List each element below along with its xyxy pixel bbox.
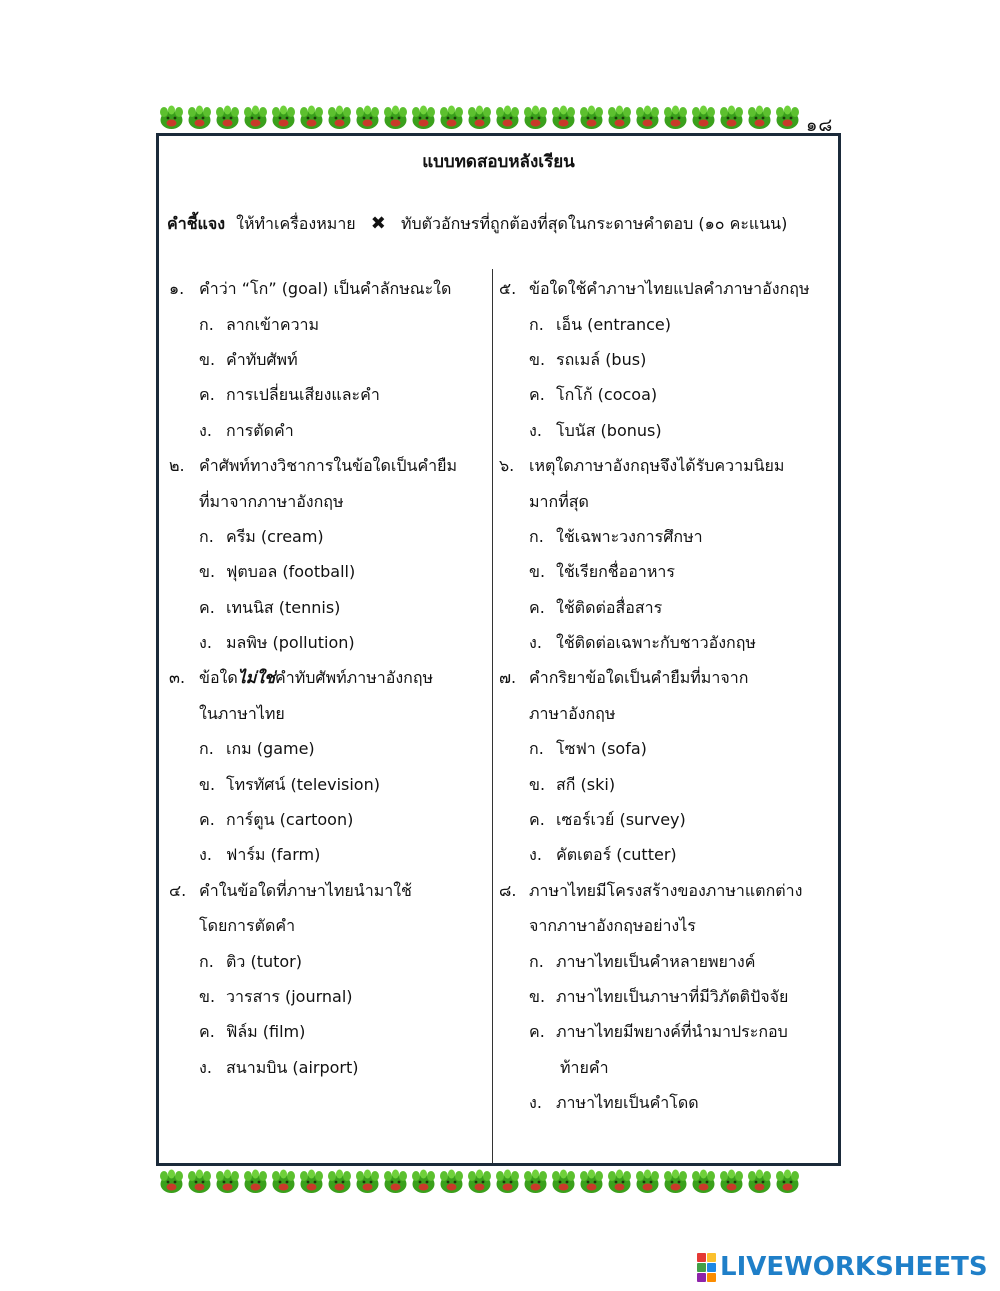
left-column (169, 272, 487, 1086)
option-letter: ก. (199, 951, 214, 971)
answer-option (499, 767, 834, 802)
option-letter: ก. (529, 314, 544, 334)
answer-option (499, 626, 834, 661)
leaf-motif-icon (382, 1168, 409, 1196)
leaf-motif-icon (186, 1168, 213, 1196)
option-text: มลพิษ (pollution) (226, 633, 355, 653)
leaf-motif-icon (326, 1168, 353, 1196)
option-text: คัตเตอร์ (cutter) (556, 845, 677, 865)
answer-option (499, 1086, 834, 1121)
question-line (499, 272, 834, 307)
leaf-motif-icon (410, 104, 437, 132)
answer-option (169, 1051, 487, 1086)
option-letter: ค. (199, 810, 215, 830)
leaf-motif-icon (634, 104, 661, 132)
option-text: เซอร์เวย์ (survey) (556, 810, 686, 830)
answer-option (169, 626, 487, 661)
leaf-motif-icon (494, 104, 521, 132)
option-text: ใช้เรียกชื่ออาหาร (556, 562, 675, 582)
question-line (169, 661, 487, 696)
option-text: การ์ตูน (cartoon) (226, 810, 354, 830)
leaf-motif-icon (354, 1168, 381, 1196)
question-text: คำศัพท์ทางวิชาการในข้อใดเป็นคำยืม (199, 456, 458, 476)
option-letter: ก. (199, 314, 214, 334)
answer-option (169, 767, 487, 802)
option-letter: ค. (529, 597, 545, 617)
question-number: ๖. (499, 456, 515, 476)
leaf-motif-icon (746, 104, 773, 132)
leaf-motif-icon (466, 104, 493, 132)
answer-option (499, 414, 834, 449)
option-text: ใช้ติดต่อเฉพาะกับชาวอังกฤษ (556, 633, 756, 653)
answer-option (499, 378, 834, 413)
answer-option (169, 803, 487, 838)
option-text-continued: ท้ายคำ (560, 1057, 609, 1077)
option-letter: ก. (529, 526, 544, 546)
logo-text: LIVEWORKSHEETS (720, 1252, 988, 1282)
question-line (499, 661, 834, 696)
question-item (499, 661, 834, 873)
cross-mark-icon: ✖ (370, 213, 386, 234)
leaf-motif-icon (662, 104, 689, 132)
option-letter: ข. (199, 562, 216, 582)
option-letter: ค. (199, 597, 215, 617)
leaf-motif-icon (746, 1168, 773, 1196)
option-letter: ก. (199, 739, 214, 759)
option-text: ภาษาไทยเป็นคำโดด (556, 1093, 699, 1113)
instructions-label: คำชี้แจง (167, 214, 226, 233)
leaf-motif-icon (242, 104, 269, 132)
question-text-continued: ที่มาจากภาษาอังกฤษ (199, 491, 344, 511)
leaf-motif-icon (242, 1168, 269, 1196)
option-text: การตัดคำ (226, 420, 294, 440)
option-letter: ก. (199, 526, 214, 546)
option-text: ฟาร์ม (farm) (226, 845, 321, 865)
instructions (167, 212, 787, 237)
question-number: ๔. (169, 880, 187, 900)
option-text: สกี (ski) (556, 774, 616, 794)
question-line (499, 449, 834, 484)
question-text-continued: โดยการตัดคำ (199, 916, 296, 936)
leaf-motif-icon (522, 104, 549, 132)
question-number: ๑. (169, 279, 185, 299)
question-item (169, 661, 487, 873)
option-text: การเปลี่ยนเสียงและคำ (226, 385, 380, 405)
answer-option (169, 944, 487, 979)
answer-option (169, 1015, 487, 1050)
question-number: ๗. (499, 668, 517, 688)
question-line (169, 874, 487, 909)
leaf-motif-icon (578, 1168, 605, 1196)
option-letter: ก. (529, 951, 544, 971)
leaf-motif-icon (774, 1168, 801, 1196)
page-number: ๑๘ (806, 115, 834, 136)
question-line (499, 874, 834, 909)
answer-option (169, 591, 487, 626)
answer-option (169, 414, 487, 449)
leaf-motif-icon (466, 1168, 493, 1196)
question-item (169, 874, 487, 1086)
answer-option (499, 732, 834, 767)
option-text: วารสาร (journal) (226, 987, 353, 1006)
leaf-motif-icon (214, 104, 241, 132)
option-letter: ข. (199, 774, 216, 794)
leaf-motif-icon (298, 104, 325, 132)
option-letter: ง. (199, 420, 212, 440)
question-number: ๘. (499, 880, 517, 900)
option-letter: ข. (199, 349, 216, 369)
leaf-motif-icon (186, 104, 213, 132)
option-text: ฟุตบอล (football) (226, 562, 356, 582)
leaf-motif-icon (690, 1168, 717, 1196)
answer-option (499, 591, 834, 626)
option-letter: ข. (199, 987, 216, 1006)
leaf-motif-icon (298, 1168, 325, 1196)
question-text: ภาษาไทยมีโครงสร้างของภาษาแตกต่าง (529, 880, 803, 900)
question-text: คำว่า “โก” (goal) เป็นคำลักษณะใด (199, 279, 452, 299)
bottom-border-decoration (158, 1168, 801, 1196)
question-item (499, 449, 834, 661)
leaf-motif-icon (522, 1168, 549, 1196)
question-text-continued: ในภาษาไทย (199, 703, 285, 723)
option-letter: ข. (529, 562, 546, 582)
answer-option (169, 343, 487, 378)
question-item (169, 449, 487, 661)
leaf-motif-icon (718, 104, 745, 132)
leaf-motif-icon (270, 1168, 297, 1196)
instructions-text-after: ทับตัวอักษรที่ถูกต้องที่สุดในกระดาษคำตอบ (๑๐ คะแนน) (400, 214, 788, 233)
question-line (169, 449, 487, 484)
liveworksheets-logo (697, 1252, 988, 1282)
leaf-motif-icon (774, 104, 801, 132)
answer-option (169, 307, 487, 342)
leaf-motif-icon (158, 1168, 185, 1196)
leaf-motif-icon (354, 104, 381, 132)
answer-option (499, 803, 834, 838)
right-column (499, 272, 834, 1121)
leaf-motif-icon (662, 1168, 689, 1196)
answer-option (499, 838, 834, 873)
leaf-motif-icon (214, 1168, 241, 1196)
option-text: คำทับศัพท์ (226, 349, 298, 369)
question-item (169, 272, 487, 449)
column-divider (492, 269, 493, 1163)
option-text: เอ็น (entrance) (556, 314, 672, 334)
leaf-motif-icon (494, 1168, 521, 1196)
question-text: ข้อใดใช้คำภาษาไทยแปลคำภาษาอังกฤษ (529, 279, 810, 299)
answer-option (499, 555, 834, 590)
question-text (199, 666, 433, 691)
option-text: เทนนิส (tennis) (226, 597, 341, 617)
leaf-motif-icon (550, 1168, 577, 1196)
option-letter: ข. (529, 349, 546, 369)
option-text: ครีม (cream) (226, 526, 324, 546)
question-text: เหตุใดภาษาอังกฤษจึงได้รับความนิยม (529, 456, 785, 476)
leaf-motif-icon (718, 1168, 745, 1196)
option-text: ภาษาไทยเป็นภาษาที่มีวิภัตติปัจจัย (556, 987, 789, 1006)
option-letter: ง. (529, 420, 542, 440)
option-text: เกม (game) (226, 739, 315, 759)
option-letter: ข. (529, 987, 546, 1006)
leaf-motif-icon (270, 104, 297, 132)
question-item (499, 874, 834, 1122)
question-number: ๓. (169, 668, 186, 688)
option-letter: ก. (529, 739, 544, 759)
option-text: ฟิล์ม (film) (226, 1022, 306, 1042)
leaf-motif-icon (438, 104, 465, 132)
question-text: คำในข้อใดที่ภาษาไทยนำมาใช้ (199, 880, 412, 900)
option-letter: ค. (199, 385, 215, 405)
option-letter: ง. (529, 845, 542, 865)
question-text-continued: ภาษาอังกฤษ (529, 703, 616, 723)
leaf-motif-icon (438, 1168, 465, 1196)
leaf-motif-icon (550, 104, 577, 132)
option-letter: ค. (199, 1022, 215, 1042)
option-text: สนามบิน (airport) (226, 1057, 359, 1077)
leaf-motif-icon (578, 104, 605, 132)
leaf-motif-icon (690, 104, 717, 132)
option-letter: ค. (529, 810, 545, 830)
question-line (169, 272, 487, 307)
option-text: ภาษาไทยมีพยางค์ที่นำมาประกอบ (556, 1022, 788, 1042)
instructions-text-before: ให้ทำเครื่องหมาย (236, 214, 356, 233)
option-letter: ง. (199, 1057, 212, 1077)
answer-option (499, 520, 834, 555)
answer-option (499, 307, 834, 342)
question-text: คำกริยาข้อใดเป็นคำยืมที่มาจาก (529, 668, 749, 688)
leaf-motif-icon (606, 1168, 633, 1196)
answer-option (499, 343, 834, 378)
option-text: โทรทัศน์ (television) (226, 774, 380, 794)
leaf-motif-icon (410, 1168, 437, 1196)
leaf-motif-icon (606, 104, 633, 132)
question-text-continued: มากที่สุด (529, 491, 589, 511)
option-letter: ข. (529, 774, 546, 794)
question-number: ๕. (499, 279, 517, 299)
option-letter: ค. (529, 385, 545, 405)
worksheet-frame (156, 133, 841, 1166)
answer-option (499, 980, 834, 1015)
option-text: ใช้ติดต่อสื่อสาร (556, 597, 663, 617)
answer-option (169, 732, 487, 767)
option-text: ใช้เฉพาะวงการศึกษา (556, 526, 703, 546)
question-text-pre: ข้อใด (199, 668, 238, 688)
option-letter: ง. (199, 633, 212, 653)
answer-option (169, 555, 487, 590)
answer-option (169, 520, 487, 555)
option-letter: ง. (529, 633, 542, 653)
answer-option (169, 838, 487, 873)
answer-option (169, 980, 487, 1015)
option-text: ติว (tutor) (226, 951, 302, 971)
option-text: รถเมล์ (bus) (556, 349, 647, 369)
question-text-emphasis: ไม่ใช่ (237, 668, 276, 688)
top-border-decoration (158, 104, 801, 132)
leaf-motif-icon (158, 104, 185, 132)
answer-option (499, 944, 834, 979)
leaf-motif-icon (382, 104, 409, 132)
answer-option (499, 1015, 834, 1050)
option-letter: ง. (529, 1093, 542, 1113)
option-letter: ค. (529, 1022, 545, 1042)
answer-option (169, 378, 487, 413)
question-item (499, 272, 834, 449)
option-text: ภาษาไทยเป็นคำหลายพยางค์ (556, 951, 756, 971)
page-title: แบบทดสอบหลังเรียน (422, 152, 575, 172)
option-text: โซฟา (sofa) (556, 739, 647, 759)
option-text: โกโก้ (cocoa) (556, 385, 658, 405)
logo-blocks-icon (697, 1253, 716, 1282)
option-text: ลากเข้าความ (226, 314, 320, 334)
question-text-post: คำทับศัพท์ภาษาอังกฤษ (275, 668, 434, 688)
leaf-motif-icon (634, 1168, 661, 1196)
question-number: ๒. (169, 456, 185, 476)
option-text: โบนัส (bonus) (556, 420, 662, 440)
leaf-motif-icon (326, 104, 353, 132)
question-text-continued: จากภาษาอังกฤษอย่างไร (529, 916, 696, 936)
option-letter: ง. (199, 845, 212, 865)
